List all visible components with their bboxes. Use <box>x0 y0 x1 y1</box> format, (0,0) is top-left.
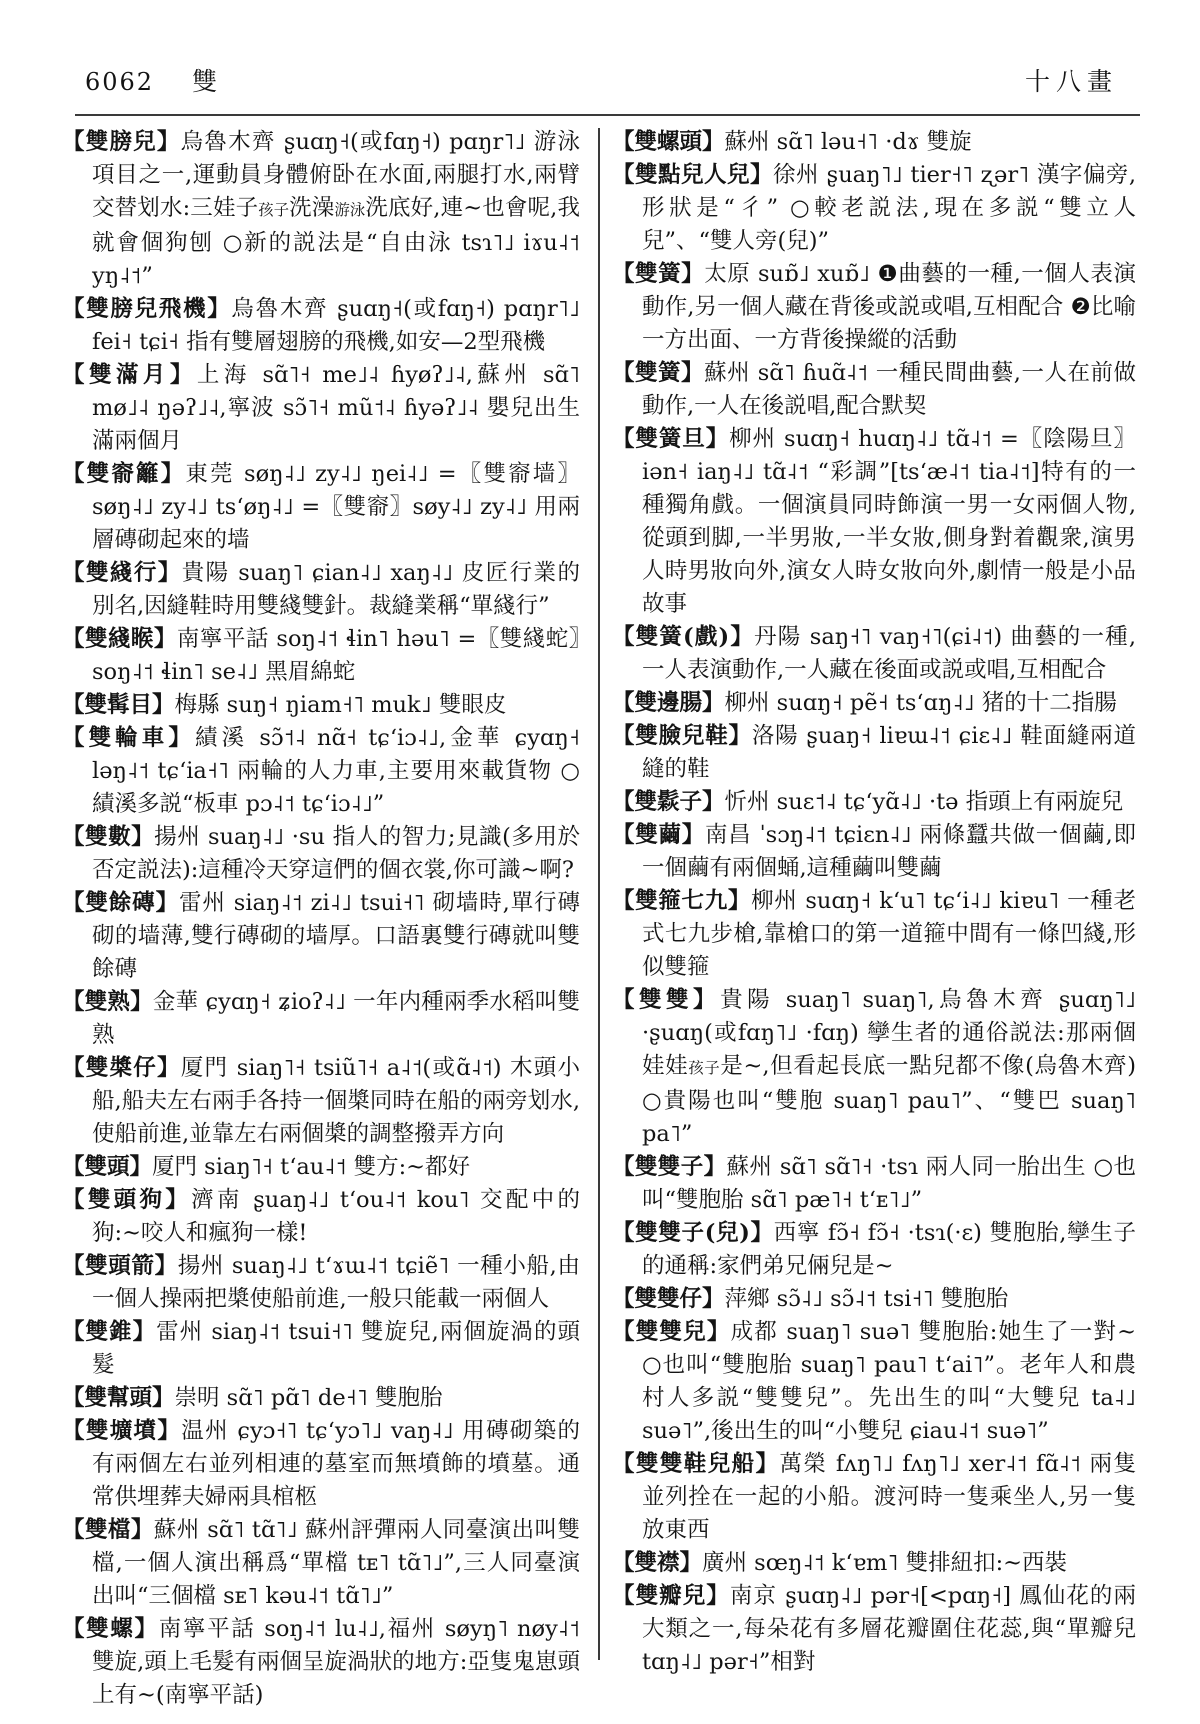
entry-headword: 【雙窬籬】 <box>62 461 186 487</box>
dictionary-entry <box>612 1217 1136 1283</box>
entry-body-text: 洗底好,連~也會呢,我就會個狗刨 ○新的説法是“自由泳 tsɿ˥˩ iɤu˨˦ yŋ˨˦” <box>92 195 580 289</box>
dictionary-entry <box>62 126 580 293</box>
dictionary-entry <box>62 1316 580 1382</box>
entry-body-text: 南京 ʂuɑŋ˨˩ pər˧[<pɑŋ˧] 鳳仙花的兩大類之一,每朵花有多層花瓣圍住花蕊,與“單瓣兒 tɑŋ˨˩ pər˧”相對 <box>642 1583 1136 1675</box>
dictionary-entry <box>62 986 580 1052</box>
dictionary-entry <box>612 1283 1136 1316</box>
entry-body-text: 萬榮 fʌŋ˥˩ fʌŋ˥˩ xer˨˦ fɑ̃˨˦ 兩隻並列拴在一起的小船。渡河時一隻乘坐人,另一隻放東西 <box>642 1451 1136 1543</box>
entry-headword: 【雙頭狗】 <box>62 1187 192 1213</box>
entry-headword: 【雙膀兒】 <box>62 129 181 155</box>
dictionary-entry <box>62 887 580 986</box>
dictionary-entry <box>62 1382 580 1415</box>
right-column <box>612 126 1136 1679</box>
entry-headword: 【雙簧】 <box>612 360 705 386</box>
page-header <box>85 62 1118 96</box>
dictionary-entry <box>62 821 580 887</box>
entry-headword: 【雙點兒人兒】 <box>612 162 773 188</box>
entry-headword: 【雙邊腸】 <box>612 690 725 716</box>
page-number: 6062 <box>85 68 155 96</box>
dictionary-entry <box>612 1580 1136 1679</box>
entry-body-text: 烏魯木齊 ʂuɑŋ˧(或fɑŋ˧) pɑŋr˥˩ 游泳項目之一,運動員身體俯卧在水面,兩腿打水,兩臂交替划水:三娃子 <box>92 129 580 221</box>
entry-headword: 【雙簧旦】 <box>612 426 730 452</box>
entry-headword: 【雙雙仔】 <box>612 1286 725 1312</box>
entry-body-text: 徐州 ʂuaŋ˥˩ tier˧˥ ʐər˥ 漢字偏旁,形狀是“彳” ○較老説法,現在多説“雙立人兒”、“雙人旁(兒)” <box>642 162 1136 254</box>
inline-gloss-small: 孩子 <box>258 201 290 219</box>
inline-gloss-small: 游泳 <box>334 201 366 219</box>
dictionary-entry <box>62 359 580 458</box>
entry-headword: 【雙雙鞋兒船】 <box>612 1451 780 1477</box>
entry-body-text: 烏魯木齊 ʂuɑŋ˧(或fɑŋ˧) pɑŋr˥˩ fei˧ tɕi˧ 指有雙層翅膀的飛機,如安—2型飛機 <box>92 296 580 355</box>
left-column <box>62 126 580 1712</box>
dictionary-entry <box>612 687 1136 720</box>
entry-headword: 【雙雙】 <box>612 987 721 1013</box>
column-divider <box>598 128 600 1660</box>
entry-body-text: 貴陽 suaŋ˥ ɕian˨˩ xaŋ˨˩ 皮匠行業的別名,因縫鞋時用雙綫雙針。裁縫業稱“單綫行” <box>92 560 580 619</box>
entry-body-text: 濟南 ʂuaŋ˨˩ tʻou˨˦ kou˥ 交配中的狗:~咬人和瘋狗一樣! <box>92 1187 580 1246</box>
entry-body-text: 太原 suɒ̃˩ xuɒ̃˩ ❶曲藝的一種,一個人表演動作,另一個人藏在背後或説或唱,互相配合 ❷比喻一方出面、一方背後操縱的活動 <box>642 261 1136 353</box>
entry-body-text: 柳州 suɑŋ˧ kʻu˥ tɕʻi˨˩ kiɐu˥ 一種老式七九步槍,靠槍口的第一道箍中間有一條凹綫,形似雙箍 <box>642 888 1136 980</box>
entry-headword: 【雙餘磚】 <box>62 890 179 916</box>
entry-body-text: 柳州 suɑŋ˧ huɑŋ˨˩ tɑ̃˨˦ =〖陰陽旦〗iən˧ iaŋ˨˩ tɑ̃˨˦ “彩調”[tsʻæ˨˦ tia˨˦]特有的一種獨角戲。一個演員同時飾演一男一女兩個人物,從頭到脚,一半男妝,一半女妝,側身對着觀衆,演男人時男妝向外,演女人時女妝向外,劇情一般是小品故事 <box>642 426 1136 617</box>
dictionary-entry <box>62 1514 580 1613</box>
entry-body-text: 厦門 siaŋ˥˧ tʻau˨˦ 雙方:~都好 <box>152 1154 471 1180</box>
dictionary-entry <box>62 623 580 689</box>
dictionary-entry <box>612 1316 1136 1448</box>
entry-body-text: 是~,但看起長底一點兒都不像(烏魯木齊) ○貴陽也叫“雙胞 suaŋ˥ pau˥”、“雙巴 suaŋ˥ pa˥” <box>642 1053 1136 1147</box>
entry-headword: 【雙滿月】 <box>62 362 197 388</box>
entry-headword: 【雙雙子】 <box>612 1154 727 1180</box>
dictionary-entry <box>612 621 1136 687</box>
entry-body-text: 蘇州 sɑ̃˥ tɑ̃˥˩ 蘇州評彈兩人同臺演出叫雙檔,一個人演出稱爲“單檔 tᴇ˥ tɑ̃˥˩”,三人同臺演出叫“三個檔 sᴇ˥ kəu˨˦ tɑ̃˥˩” <box>92 1517 580 1609</box>
dictionary-entry <box>62 689 580 722</box>
entry-headword: 【雙繭】 <box>612 822 706 848</box>
entry-body-text: 洛陽 ʂuaŋ˧ liɐɯ˨˦ ɕiɛ˨˩ 鞋面縫兩道縫的鞋 <box>642 723 1136 782</box>
entry-body-text: 廣州 sœŋ˨˦ kʻɐm˥ 雙排紐扣:~西裝 <box>702 1550 1068 1576</box>
entry-body-text: 揚州 suaŋ˨˩ tʻɤɯ˨˦ tɕiẽ˥ 一種小船,由一個人操兩把槳使船前進,一般只能載一兩個人 <box>92 1253 580 1312</box>
entry-headword: 【雙錐】 <box>62 1319 157 1345</box>
entry-body-text: 南寧平話 soŋ˨˦ ɬin˥ həu˥ =〖雙綫蛇〗soŋ˨˦ ɬin˥ se˨˩ 黑眉綿蛇 <box>92 626 580 685</box>
header-rule <box>75 114 1140 116</box>
entry-body-text: 東莞 søŋ˨˩ zy˨˩ ŋei˨˩ =〖雙窬墙〗søŋ˨˩ zy˨˩ tsʻøŋ˨˩ =〖雙窬〗søy˨˩ zy˨˩ 用兩層磚砌起來的墙 <box>92 461 580 553</box>
entry-headword: 【雙螺頭】 <box>612 129 725 155</box>
entry-headword: 【雙綫行】 <box>62 560 182 586</box>
entry-body-text: 厦門 siaŋ˥˧ tsiũ˥˧ a˨˦(或ɑ̃˨˦) 木頭小船,船夫左右兩手各持一個槳同時在船的兩旁划水,使船前進,並靠左右兩個槳的調整撥弄方向 <box>92 1055 580 1147</box>
entry-headword: 【雙簧(戲)】 <box>612 624 755 650</box>
entry-body-text: 雷州 siaŋ˨˦ zi˨˩ tsui˧˥ 砌墙時,單行磚砌的墙薄,雙行磚砌的墙厚。口語裏雙行磚就叫雙餘磚 <box>92 890 580 982</box>
entry-headword: 【雙瓣兒】 <box>612 1583 730 1609</box>
entry-headword: 【雙髯目】 <box>62 692 175 718</box>
entry-headword: 【雙壙墳】 <box>62 1418 182 1444</box>
entry-headword: 【雙幫頭】 <box>62 1385 175 1411</box>
dictionary-entry <box>62 1184 580 1250</box>
dictionary-entry <box>612 126 1136 159</box>
entry-headword: 【雙襟】 <box>612 1550 703 1576</box>
entry-body-text: 雷州 siaŋ˨˦ tsui˧˥ 雙旋兒,兩個旋渦的頭髮 <box>92 1319 580 1378</box>
dictionary-entry <box>62 458 580 557</box>
entry-body-text: 南昌 ˈsɔŋ˨˦ tɕiɛn˨˩ 兩條蠶共做一個繭,即一個繭有兩個蛹,這種繭叫雙繭 <box>642 822 1136 881</box>
entry-headword: 【雙頭箭】 <box>62 1253 178 1279</box>
dictionary-entry <box>612 159 1136 258</box>
entry-headword: 【雙螺】 <box>62 1616 159 1642</box>
dictionary-entry <box>62 293 580 359</box>
dictionary-entry <box>612 786 1136 819</box>
entry-headword: 【雙數】 <box>62 824 155 850</box>
entry-body-text: 貴陽 suaŋ˥ suaŋ˥,烏魯木齊 ʂuɑŋ˥˩ ·ʂuɑŋ(或fɑŋ˥˩ ·fɑŋ) 孿生者的通俗説法:那兩個娃娃 <box>642 987 1136 1079</box>
stroke-count-label: 十八畫 <box>1024 67 1118 96</box>
entry-body-text: 成都 suaŋ˥ suə˥ 雙胞胎:她生了一對~ ○也叫“雙胞胎 suaŋ˥ pau˥ tʻai˥”。老年人和農村人多説“雙雙兒”。先出生的叫“大雙兒 ta˨˩ suə˥”,後出生的叫“小雙兒 ɕiau˨˦ suə˥” <box>642 1319 1136 1444</box>
entry-body-text: 丹陽 saŋ˧˥ vaŋ˧˥(ɕi˨˦) 曲藝的一種,一人表演動作,一人藏在後面或説或唱,互相配合 <box>642 624 1137 683</box>
entry-body-text: 蘇州 sɑ̃˥ ɦuɑ̃˨˦ 一種民間曲藝,一人在前做動作,一人在後説唱,配合默契 <box>642 360 1136 419</box>
entry-body-text: 南寧平話 soŋ˨˦ lu˨˩,福州 søyŋ˥ nøy˨˦ 雙旋,頭上毛髮有兩個呈旋渦狀的地方:亞隻鬼崽頭上有~(南寧平話) <box>92 1616 580 1708</box>
dictionary-entry <box>62 557 580 623</box>
entry-body-text: 崇明 sɑ̃˥ pɑ̃˥ de˧˥ 雙胞胎 <box>174 1385 443 1411</box>
entry-headword: 【雙熟】 <box>62 989 153 1015</box>
dictionary-entry <box>62 1151 580 1184</box>
dictionary-entry <box>612 720 1136 786</box>
entry-headword: 【雙箍七九】 <box>612 888 752 914</box>
dictionary-entry <box>612 423 1136 621</box>
entry-headword: 【雙鬏子】 <box>612 789 725 815</box>
dictionary-entry <box>612 819 1136 885</box>
entry-headword: 【雙槳仔】 <box>62 1055 181 1081</box>
entry-headword: 【雙頭】 <box>62 1154 153 1180</box>
entry-headword: 【雙雙兒】 <box>612 1319 731 1345</box>
dictionary-entry <box>612 357 1136 423</box>
entry-body-text: 柳州 suɑŋ˧ pẽ˧ tsʻɑŋ˨˩ 猪的十二指腸 <box>724 690 1117 716</box>
dictionary-entry <box>62 1250 580 1316</box>
entry-body-text: 績溪 sɔ̃˦˨ nɑ̃˧ tɕʻiɔ˨˩,金華 ɕyɑŋ˧ ləŋ˨˦ tɕʻia˧˥ 兩輪的人力車,主要用來載貨物 ○績溪多説“板車 pɔ˨˦ tɕʻiɔ˨˩” <box>92 725 580 817</box>
dictionary-entry <box>612 1448 1136 1547</box>
entry-body-text: 梅縣 suŋ˧ ŋiam˧˥ muk˩ 雙眼皮 <box>174 692 507 718</box>
entry-headword: 【雙檔】 <box>62 1517 154 1543</box>
dictionary-entry <box>612 1151 1136 1217</box>
inline-gloss-small: 孩子 <box>688 1059 721 1077</box>
entry-body-text: 温州 ɕyɔ˧˥ tɕʻyɔ˥˩ vaŋ˨˩ 用磚砌築的有兩個左右並列相連的墓室而無墳飾的墳墓。通常供埋葬夫婦兩具棺柩 <box>92 1418 580 1510</box>
entry-body-text: 蘇州 sɑ̃˥ ləu˧˥ ·dɤ 雙旋 <box>724 129 972 155</box>
dictionary-entry <box>612 885 1136 984</box>
entry-body-text: 蘇州 sɑ̃˥ sɑ̃˥˧ ·tsɿ 兩人同一胎出生 ○也叫“雙胞胎 sɑ̃˥ pæ˥˧ tʻᴇ˥˩” <box>642 1154 1136 1213</box>
entry-headword: 【雙臉兒鞋】 <box>612 723 752 749</box>
dictionary-entry <box>612 1547 1136 1580</box>
entry-headword: 【雙輪車】 <box>62 725 195 751</box>
dictionary-entry <box>62 722 580 821</box>
entry-body-text: 上海 sɑ̃˥˧ me˩˨ ɦyøʔ˩˨,蘇州 sɑ̃˥ mø˩˨ ŋəʔ˩˨,寧波 sɔ̃˥˧ mũ˦˨ ɦyəʔ˩˨ 嬰兒出生滿兩個月 <box>92 362 580 454</box>
entry-headword: 【雙綫睺】 <box>62 626 177 652</box>
entry-headword: 【雙雙子(兒)】 <box>612 1220 774 1246</box>
dictionary-entry <box>612 984 1136 1151</box>
entry-body-text: 洗澡 <box>289 195 335 221</box>
dictionary-entry <box>612 258 1136 357</box>
entry-headword: 【雙膀兒飛機】 <box>62 296 232 322</box>
entry-body-text: 金華 ɕyɑŋ˧ ʑioʔ˨˩ 一年内種兩季水稻叫雙熟 <box>92 989 580 1048</box>
guide-word: 雙 <box>192 67 218 96</box>
entry-body-text: 西寧 fɔ̃˧ fɔ̃˧ ·tsɿ(·ɛ) 雙胞胎,孿生子的通稱:家們弟兄倆兒是~ <box>642 1220 1136 1279</box>
dictionary-entry <box>62 1613 580 1712</box>
entry-body-text: 萍鄉 sɔ̃˨˩ sɔ̃˨˦ tsi˧˥ 雙胞胎 <box>724 1286 1009 1312</box>
entry-body-text: 揚州 suaŋ˨˩ ·su 指人的智力;見識(多用於否定説法):這種冷天穿這們的個衣裳,你可識~啊? <box>92 824 580 883</box>
dictionary-entry <box>62 1415 580 1514</box>
entry-body-text: 忻州 suɛ˦˨ tɕʻyɑ̃˨˩ ·tə 指頭上有兩旋兒 <box>724 789 1124 815</box>
entry-headword: 【雙簧】 <box>612 261 705 287</box>
dictionary-entry <box>62 1052 580 1151</box>
